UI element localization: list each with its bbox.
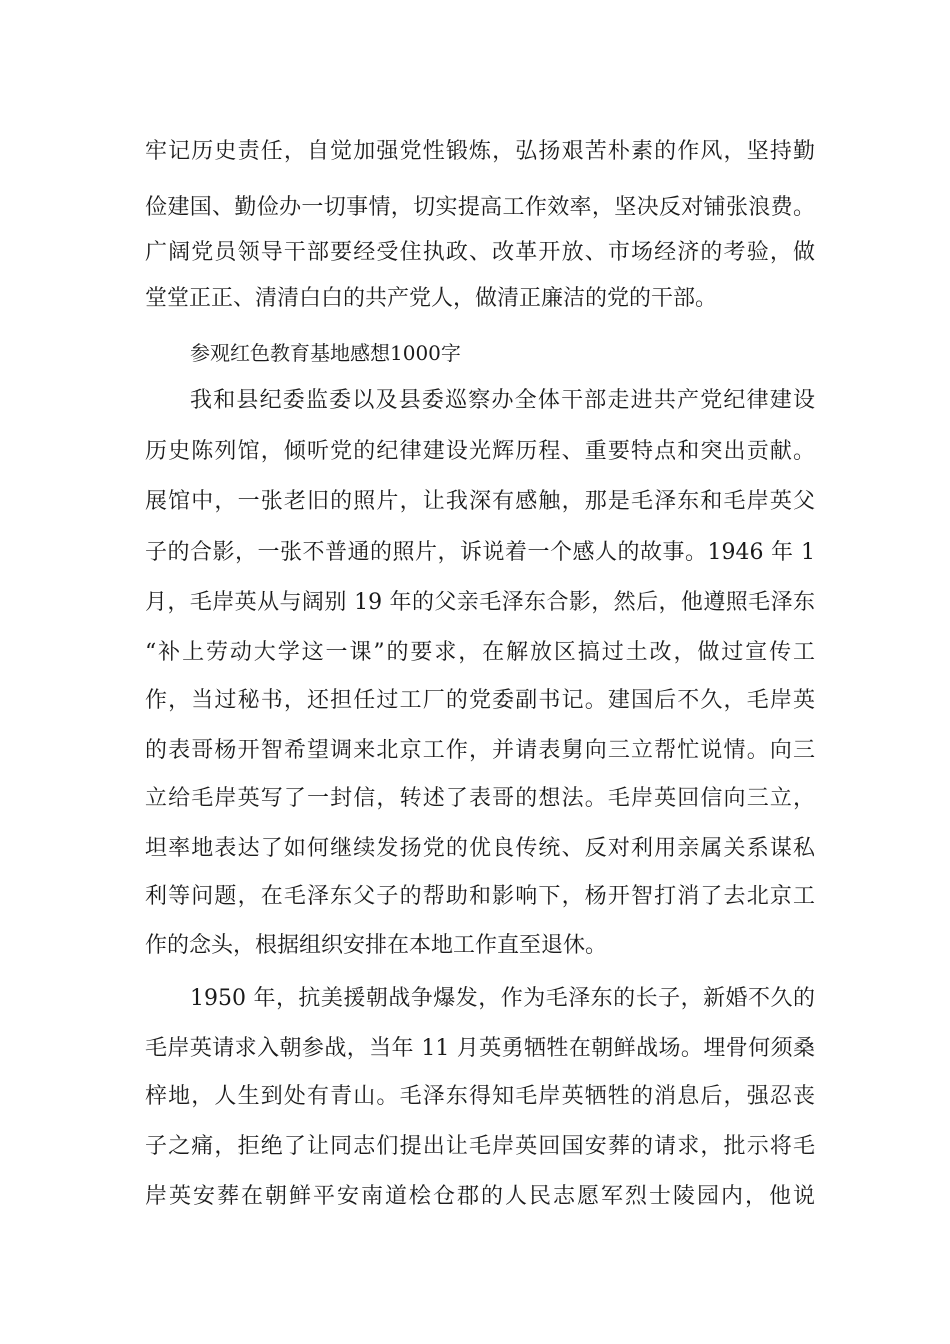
text-line: 展馆中，一张老旧的照片，让我深有感触，那是毛泽东和毛岸英父 bbox=[145, 489, 815, 514]
text-line: 我和县纪委监委以及县委巡察办全体干部走进共产党纪律建设 bbox=[190, 388, 815, 413]
text-line: 子之痛，拒绝了让同志们提出让毛岸英回国安葬的请求，批示将毛 bbox=[145, 1134, 815, 1159]
text-line: 月，毛岸英从与阔别 19 年的父亲毛泽东合影，然后，他遵照毛泽东 bbox=[145, 590, 815, 615]
text-line: 1950 年，抗美援朝战争爆发，作为毛泽东的长子，新婚不久的 bbox=[190, 986, 815, 1011]
text-line: 作，当过秘书，还担任过工厂的党委副书记。建国后不久，毛岸英 bbox=[145, 688, 815, 713]
text-line: 俭建国、勤俭办一切事情，切实提高工作效率，坚决反对铺张浪费。 bbox=[145, 195, 815, 220]
section-heading: 参观红色教育基地感想1000字 bbox=[190, 341, 461, 365]
text-line: 牢记历史责任，自觉加强党性锻炼，弘扬艰苦朴素的作风，坚持勤 bbox=[145, 139, 815, 164]
text-line: 的表哥杨开智希望调来北京工作，并请表舅向三立帮忙说情。向三 bbox=[145, 738, 815, 763]
text-line: 毛岸英请求入朝参战，当年 11 月英勇牺牲在朝鲜战场。埋骨何须桑 bbox=[145, 1036, 815, 1061]
text-line: 梓地，人生到处有青山。毛泽东得知毛岸英牺牲的消息后，强忍丧 bbox=[145, 1084, 815, 1109]
text-line: 作的念头，根据组织安排在本地工作直至退休。 bbox=[145, 933, 608, 958]
text-line: 立给毛岸英写了一封信，转述了表哥的想法。毛岸英回信向三立， bbox=[145, 786, 815, 811]
text-line: 利等问题，在毛泽东父子的帮助和影响下，杨开智打消了去北京工 bbox=[145, 884, 815, 909]
text-line: 坦率地表达了如何继续发扬党的优良传统、反对利用亲属关系谋私 bbox=[145, 836, 815, 861]
text-line: “补上劳动大学这一课”的要求，在解放区搞过土改，做过宣传工 bbox=[145, 640, 815, 665]
text-line: 岸英安葬在朝鲜平安南道桧仓郡的人民志愿军烈士陵园内，他说 bbox=[145, 1184, 815, 1209]
text-line: 子的合影，一张不普通的照片，诉说着一个感人的故事。1946 年 1 bbox=[145, 540, 815, 565]
text-line: 历史陈列馆，倾听党的纪律建设光辉历程、重要特点和突出贡献。 bbox=[145, 439, 815, 464]
text-line: 堂堂正正、清清白白的共产党人，做清正廉洁的党的干部。 bbox=[145, 286, 718, 311]
text-line: 广阔党员领导干部要经受住执政、改革开放、市场经济的考验，做 bbox=[145, 240, 815, 265]
